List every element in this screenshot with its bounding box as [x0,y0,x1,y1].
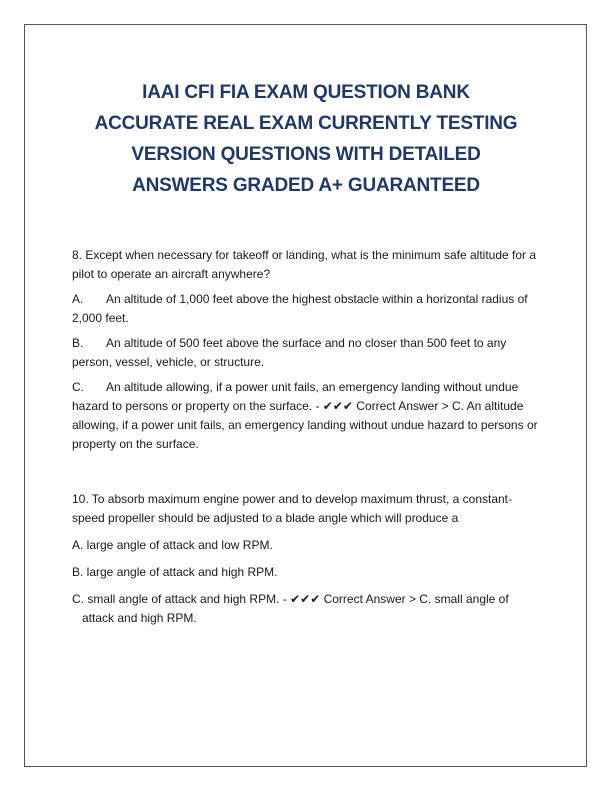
question-10-text: 10. To absorb maximum engine power and to develop maximum thrust, a constant-speed propeller should be adjusted to a blade angle which will produce a [72,492,513,525]
title-line-4: ANSWERS GRADED A+ GUARANTEED [132,175,480,196]
title-line-2: ACCURATE REAL EXAM CURRENTLY TESTING [94,113,518,134]
question-8-block [72,246,544,454]
question-10-option-c: C. small angle of attack and high RPM. - ✔✔✔ Correct Answer > C. small angle of attack and high RPM. [72,592,509,625]
option-letter: B. [72,336,84,350]
question-8-option-c [72,378,544,454]
option-text: An altitude of 500 feet above the surface and no closer than 500 feet to any person, vessel, vehicle, or structure. [72,336,507,369]
question-10-block [72,490,544,628]
title-line-1: IAAI CFI FIA EXAM QUESTION BANK [142,82,470,103]
question-10-option-b: B. large angle of attack and high RPM. [72,565,278,579]
option-text: An altitude of 1,000 feet above the highest obstacle within a horizontal radius of 2,000 feet. [72,292,528,325]
question-8-option-a [72,290,544,328]
option-letter: A. [72,292,84,306]
question-10-option-a: A. large angle of attack and low RPM. [72,538,273,552]
option-letter: C. [72,380,84,394]
title-line-3: VERSION QUESTIONS WITH DETAILED [131,144,481,165]
question-8-text: 8. Except when necessary for takeoff or landing, what is the minimum safe altitude for a pilot to operate an aircraft anywhere? [72,248,537,281]
question-8-option-b [72,334,544,372]
option-text: An altitude allowing, if a power unit fails, an emergency landing without undue hazard to persons or property on the surface. - ✔✔✔ Correct Answer > C. An altitude allowing, if a power unit fails, an emergency landing without undue hazard to persons or property on the surface. [72,380,538,451]
document-title [0,77,612,201]
